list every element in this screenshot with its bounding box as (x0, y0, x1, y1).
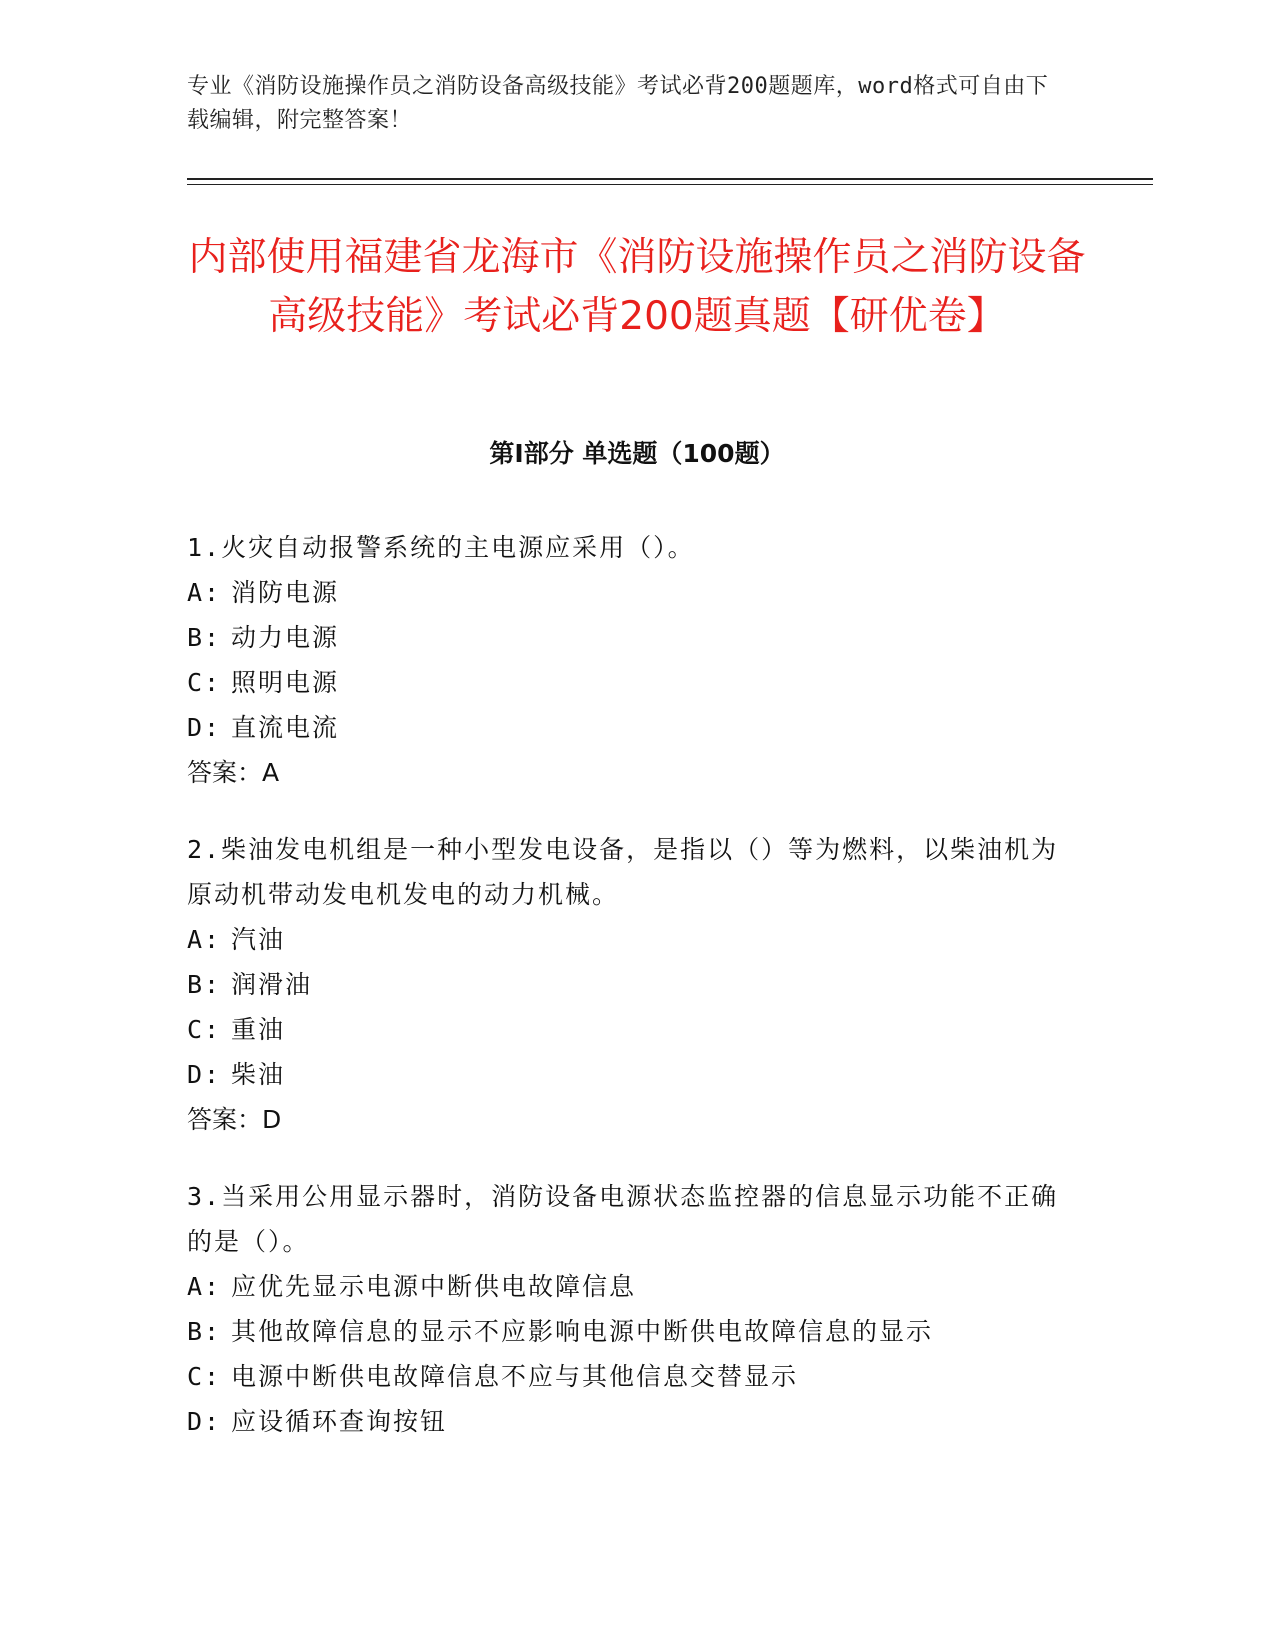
option-key: B: (187, 623, 222, 652)
question-stem: 2.柴油发电机组是一种小型发电设备，是指以（）等为燃料，以柴油机为原动机带动发电机发电的动力机械。 (187, 835, 1059, 909)
option-key: C: (187, 1015, 222, 1044)
option-key: B: (187, 1317, 222, 1346)
option-b (187, 1309, 1067, 1354)
option-text: 应设循环查询按钮 (231, 1407, 448, 1436)
option-a (187, 570, 1067, 615)
section-heading: 第I部分 单选题（100题） (489, 439, 785, 468)
question-2 (187, 827, 1067, 1142)
option-d (187, 1052, 1067, 1097)
option-key: A: (187, 578, 222, 607)
option-d (187, 1399, 1067, 1444)
option-text: 应优先显示电源中断供电故障信息 (231, 1272, 637, 1301)
option-key: D: (187, 1407, 222, 1436)
option-key: A: (187, 1272, 222, 1301)
option-text: 直流电流 (231, 713, 340, 742)
question-stem: 3.当采用公用显示器时，消防设备电源状态监控器的信息显示功能不正确的是（）。 (187, 1182, 1059, 1256)
question-1 (187, 525, 1067, 795)
header-divider-thin (187, 184, 1153, 185)
option-text: 重油 (231, 1015, 286, 1044)
option-key: D: (187, 713, 222, 742)
option-key: B: (187, 970, 222, 999)
option-key: C: (187, 668, 222, 697)
question-3 (187, 1174, 1067, 1444)
header-divider-thick (187, 178, 1153, 180)
answer-line: 答案：A (187, 758, 280, 787)
option-text: 消防电源 (231, 578, 340, 607)
option-d (187, 705, 1067, 750)
option-c (187, 1007, 1067, 1052)
option-key: C: (187, 1362, 222, 1391)
option-text: 照明电源 (231, 668, 340, 697)
option-b (187, 615, 1067, 660)
option-key: D: (187, 1060, 222, 1089)
option-c (187, 660, 1067, 705)
option-a (187, 1264, 1067, 1309)
option-key: A: (187, 925, 222, 954)
option-text: 动力电源 (231, 623, 340, 652)
option-text: 电源中断供电故障信息不应与其他信息交替显示 (231, 1362, 799, 1391)
document-title: 内部使用福建省龙海市《消防设施操作员之消防设备高级技能》考试必背200题真题【研优卷】 (188, 235, 1086, 339)
header-note: 专业《消防设施操作员之消防设备高级技能》考试必背200题题库，word格式可自由下载编辑，附完整答案！ (187, 74, 1049, 133)
option-text: 汽油 (231, 925, 286, 954)
answer-line: 答案：D (187, 1105, 282, 1134)
option-a (187, 917, 1067, 962)
option-text: 润滑油 (231, 970, 313, 999)
option-text: 柴油 (231, 1060, 286, 1089)
question-list (187, 525, 1067, 1476)
question-stem: 1.火灾自动报警系统的主电源应采用（）。 (187, 533, 695, 562)
option-b (187, 962, 1067, 1007)
option-c (187, 1354, 1067, 1399)
option-text: 其他故障信息的显示不应影响电源中断供电故障信息的显示 (231, 1317, 934, 1346)
